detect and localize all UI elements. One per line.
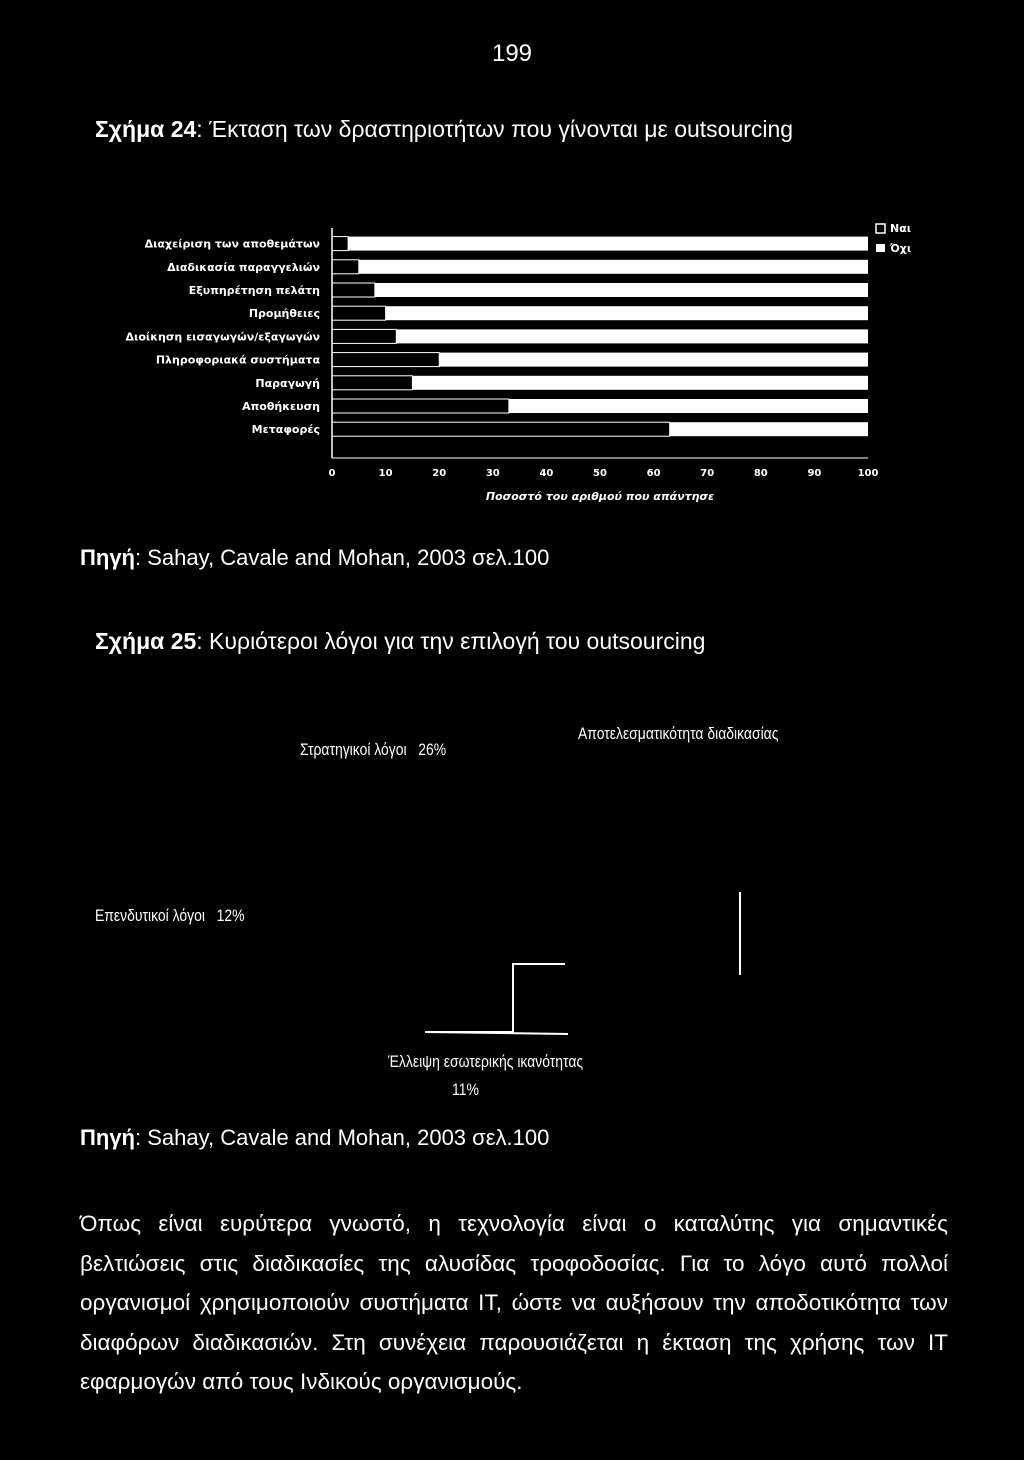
category-label: Παραγωγή [255,376,320,390]
pie-label-efficiency [578,724,778,744]
pie-label-capability-value: 11% [452,1080,479,1099]
figure25-source [80,1125,549,1151]
x-tick-label: 30 [485,468,500,479]
category-label: Αποθήκευση [242,400,320,413]
legend-label: Ναι [890,222,912,235]
pie-label-investment-value: 12% [216,906,245,925]
x-tick-label: 90 [807,468,822,479]
x-tick-label: 50 [593,468,607,479]
category-label: Διαδικασία παραγγελιών [167,260,320,274]
x-tick-label: 80 [753,468,768,479]
figure25-title: : Κυριότεροι λόγοι για την επιλογή του outsourcing [196,628,706,654]
legend-label: Όχι [890,242,912,255]
x-tick-label: 10 [378,468,393,479]
page-number: 199 [491,40,533,67]
category-label: Εξυπηρέτηση πελάτη [188,284,320,297]
pie-label-strategic-name: Στρατηγικοί λόγοι [300,740,407,759]
figure24-source-text: : Sahay, Cavale and Mohan, 2003 σελ.100 [135,545,550,570]
x-axis-title: Ποσοστό του αριθμού που απάντησε [485,490,715,503]
x-tick-label: 70 [700,468,715,479]
x-tick-label: 100 [857,468,879,479]
x-tick-label: 60 [646,468,661,479]
pie-label-efficiency-name: Αποτελεσματικότητα διαδικασίας [578,724,779,743]
category-label: Διαχείριση των αποθεμάτων [144,237,320,251]
figure25-source-label: Πηγή [80,1125,135,1150]
category-label: Διοίκηση εισαγωγών/εξαγωγών [125,330,320,344]
pie-label-capability [388,1052,583,1072]
pie-label-investment [95,906,244,926]
pie-label-investment-name: Επενδυτικοί λόγοι [95,906,205,925]
figure24-source-label: Πηγή [80,545,135,570]
figure25-label: Σχήμα 25 [95,628,197,654]
category-label: Πληροφοριακά συστήματα [155,353,320,367]
category-label: Μεταφορές [251,423,320,437]
x-tick-label: 40 [539,468,554,479]
category-label: Προμήθειες [248,307,320,321]
figure25-source-text: : Sahay, Cavale and Mohan, 2003 σελ.100 [135,1125,550,1150]
pie-label-strategic [300,740,446,760]
figure24-label: Σχήμα 24 [95,116,197,142]
figure24-title: : Έκταση των δραστηριοτήτων που γίνονται με outsourcing [196,116,794,142]
x-tick-label: 0 [328,468,336,479]
body-paragraph: Όπως είναι ευρύτερα γνωστό, η τεχνολογία είναι ο καταλύτης για σημαντικές βελτιώσεις στις διαδικασίες της αλυσίδας τροφοδοσίας. Για το λόγο αυτό πολλοί οργανισμοί χρησιμοποιούν συστήματα IT, ώστε να αυξήσουν την αποδοτικότητα των διαφόρων διαδικασιών. Στη συνέχεια παρουσιάζεται η έκταση της χρήσης των IT εφαρμογών από τους Ινδικούς οργανισμούς. [80,1211,948,1394]
pie-slice-edge [425,964,568,1034]
pie-label-strategic-value: 26% [418,740,447,759]
x-tick-label: 20 [432,468,447,479]
pie-label-capability-name: Έλλειψη εσωτερικής ικανότητας [388,1052,584,1071]
